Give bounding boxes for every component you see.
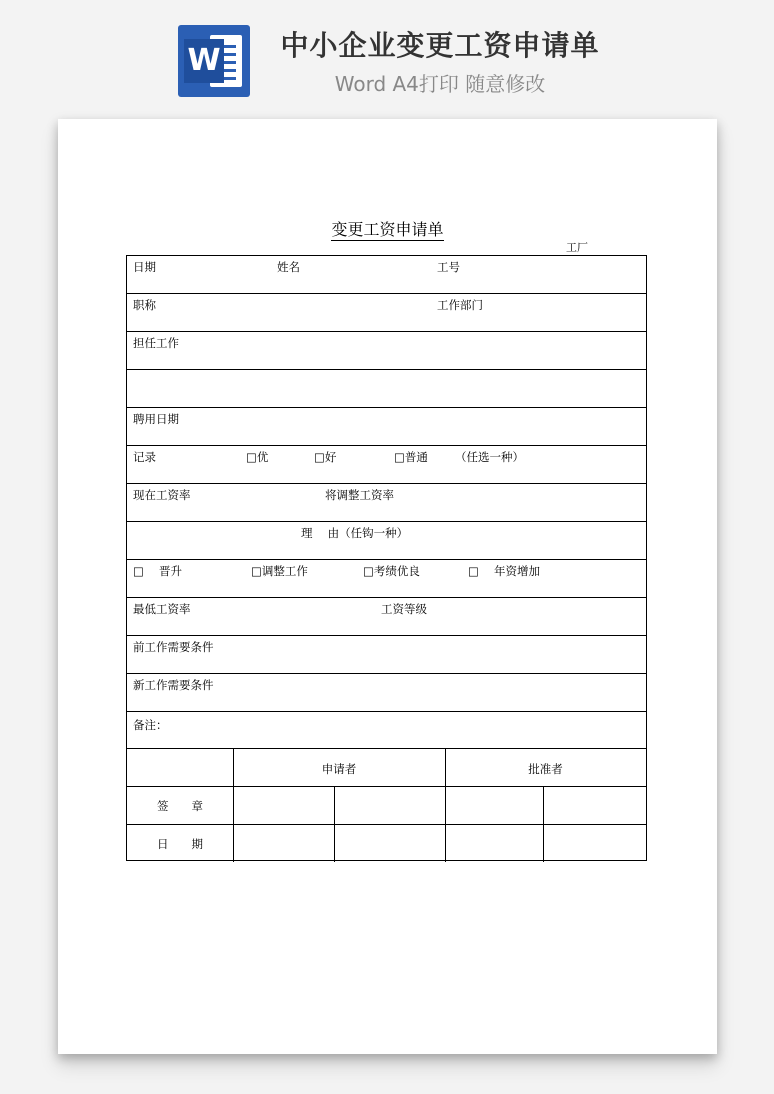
reason-adjust-checkbox[interactable]: □调整工作: [251, 564, 308, 578]
record-normal-checkbox[interactable]: □普通: [394, 450, 428, 464]
sign-divider-3: [334, 787, 335, 862]
word-letter: W: [184, 39, 224, 83]
form-row-prev-conditions: [127, 636, 646, 674]
form-row-signature: [127, 787, 646, 825]
sign-date-label: 日 期: [157, 837, 203, 851]
form-row-wage: [127, 484, 646, 522]
name-label: 姓名: [277, 260, 300, 274]
signature-label: 签 章: [157, 799, 203, 813]
record-good-checkbox[interactable]: □好: [314, 450, 337, 464]
document-page: [58, 119, 717, 1054]
page-header: [0, 0, 774, 110]
reason-performance-checkbox[interactable]: □考绩优良: [363, 564, 420, 578]
new-wage-label: 将调整工资率: [325, 488, 394, 502]
form-title: 变更工资申请单: [331, 220, 444, 239]
form-row-reason-options: [127, 560, 646, 598]
reason-label: 理 由（任钩一种）: [301, 526, 409, 540]
form-row-date: [127, 256, 646, 294]
hire-date-label: 聘用日期: [133, 412, 179, 426]
form-row-blank: [127, 370, 646, 408]
position-label: 职称: [133, 298, 156, 312]
reason-promotion-checkbox[interactable]: □ 晋升: [133, 564, 183, 578]
duty-label: 担任工作: [133, 336, 179, 350]
form-row-sign-header: [127, 749, 646, 787]
remarks-label: 备注：: [133, 718, 168, 732]
form-row-reason: [127, 522, 646, 560]
sign-divider-2: [445, 749, 446, 862]
new-conditions-label: 新工作需要条件: [133, 678, 214, 692]
department-label: 工作部门: [437, 298, 483, 312]
sign-divider-4: [543, 787, 544, 862]
applicant-header: 申请者: [321, 762, 357, 776]
form-row-hire-date: [127, 408, 646, 446]
wage-grade-label: 工资等级: [381, 602, 427, 616]
reason-annual-checkbox[interactable]: □ 年资增加: [468, 564, 541, 578]
min-wage-label: 最低工资率: [133, 602, 191, 616]
page-title: 中小企业变更工资申请单: [280, 29, 600, 62]
form-row-duty: [127, 332, 646, 370]
record-note: （任选一种）: [455, 450, 524, 464]
date-label: 日期: [133, 260, 156, 274]
form-row-sign-date: [127, 825, 646, 862]
form-row-new-conditions: [127, 674, 646, 712]
current-wage-label: 现在工资率: [133, 488, 191, 502]
prev-conditions-label: 前工作需要条件: [133, 640, 214, 654]
page-subtitle: Word A4打印 随意修改: [334, 72, 546, 96]
factory-label: 工厂: [566, 241, 588, 254]
record-label: 记录: [133, 450, 156, 464]
form-row-min-wage: [127, 598, 646, 636]
sign-divider-1: [233, 749, 234, 862]
application-form-table: [126, 255, 647, 861]
form-row-position: [127, 294, 646, 332]
job-number-label: 工号: [437, 260, 460, 274]
record-excellent-checkbox[interactable]: □优: [246, 450, 269, 464]
form-row-remarks: [127, 712, 646, 749]
form-row-record: [127, 446, 646, 484]
word-icon: [178, 25, 250, 97]
approver-header: 批准者: [528, 762, 563, 776]
